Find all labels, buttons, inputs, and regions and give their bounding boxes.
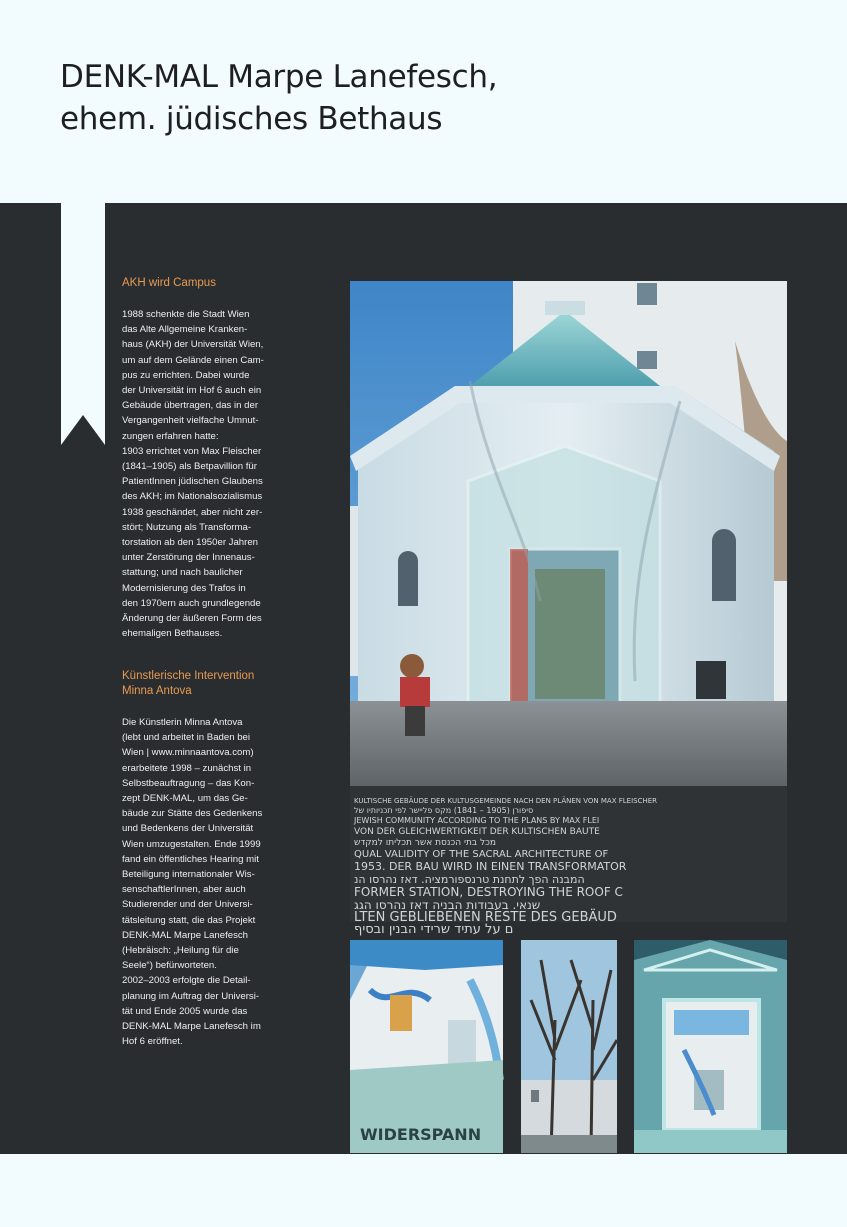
trees-photo [521, 940, 617, 1153]
page-title-line1: DENK-MAL Marpe Lanefesch, [60, 59, 498, 95]
engraved-line: QUAL VALIDITY OF THE SACRAL ARCHITECTURE OF [354, 849, 609, 860]
engraved-line: 1953. DER BAU WIRD IN EINEN TRANSFORMATOR [354, 860, 627, 873]
engraved-line: KULTISCHE GEBÄUDE DER KULTUSGEMEINDE NACH DEN PLÄNEN VON MAX FLEISCHER [354, 797, 658, 805]
engraved-line: סיפורן (1905 – 1841) מקס פליישר לפי תכניותיו של [354, 806, 534, 815]
engraved-line: VON DER GLEICHWERTIGKEIT DER KULTISCHEN BAUTE [354, 827, 600, 837]
engraved-line: המבנה הפך לתחנת טרנספורמציה. דאז נהרסו הנ [354, 873, 585, 886]
page-title-line2: ehem. jüdisches Bethaus [60, 101, 443, 137]
engraved-line: FORMER STATION, DESTROYING THE ROOF C [354, 885, 623, 899]
section-artistic-intervention [122, 669, 287, 1049]
glass-portal-photo [634, 940, 787, 1153]
engraved-line: שנאי. בעבודות הבניה דאז נהרסו הגג [354, 898, 541, 912]
engraved-word: WIDERSPANN [360, 1125, 482, 1144]
interior-photo [350, 940, 503, 1153]
engraved-line: JEWISH COMMUNITY ACCORDING TO THE PLANS BY MAX FLEI [354, 816, 600, 825]
section-body: Die Künstlerin Minna Antova (lebt und arbeitet in Baden bei Wien | www.minnaantova.com) erarbeitete 1998 – zunächst in Selbstbeauftragung – das Kon- zept DENK-MAL, um das Ge- bäude zur Stätte des Gedenkens und Bedenkens der Universität Wien umzugestalten. Ende 1999 fand ein öffentliches Hearing mit Beteiligung internationaler Wis- senschaftlerInnen, aber auch Studierender und der Universi- tätsleitung statt, die das Projekt DENK-MAL Marpe Lanefesch (Hebräisch: „Heilung für die Seele“) befürworteten. 2002–2003 erfolgte die Detail- planung im Auftrag der Universi- tät und Ende 2005 wurde das DENK-MAL Marpe Lanefesch im Hof 6 eröffnet. [122, 717, 263, 1048]
engraved-line: מכל בתי הכנסת אשר תכליתו למקדש [354, 838, 496, 848]
section-heading-line1: Künstlerische Intervention [122, 670, 255, 682]
engraved-line: ם על עתיד שרידי הבנין ובסיף [354, 922, 514, 937]
section-heading: AKH wird Campus [122, 277, 216, 289]
bookmark-ribbon-icon [61, 203, 105, 445]
engraved-line: LTEN GEBLIEBENEN RESTE DES GEBÄUD [354, 910, 617, 925]
section-heading [122, 669, 287, 699]
page-title [60, 56, 497, 140]
section-body: 1988 schenkte die Stadt Wien das Alte Allgemeine Kranken- haus (AKH) der Universität Wien, um auf dem Gelände einen Cam- pus zu errichten. Dabei wurde der Universität im Hof 6 auch ein Gebäude übertragen, das in der Vergangenheit vielfache Umnut- zungen erfahren hatte: 1903 errichtet von Max Fleischer (1841–1905) als Betpavillion für PatientInnen jüdischen Glaubens des AKH; im Nationalsozialismus 1938 geschändet, aber nicht zer- stört; Nutzung als Transforma- torstation ab den 1950er Jahren unter Zerstörung der Innenaus- stattung; und nach baulicher Modernisierung des Trafos in den 1970ern auch grundlegende Änderung der äußeren Form des ehemaligen Bethauses. [122, 309, 264, 640]
pavilion-photo [350, 281, 787, 937]
section-akh-campus [122, 276, 287, 641]
section-heading-line2: Minna Antova [122, 685, 192, 697]
